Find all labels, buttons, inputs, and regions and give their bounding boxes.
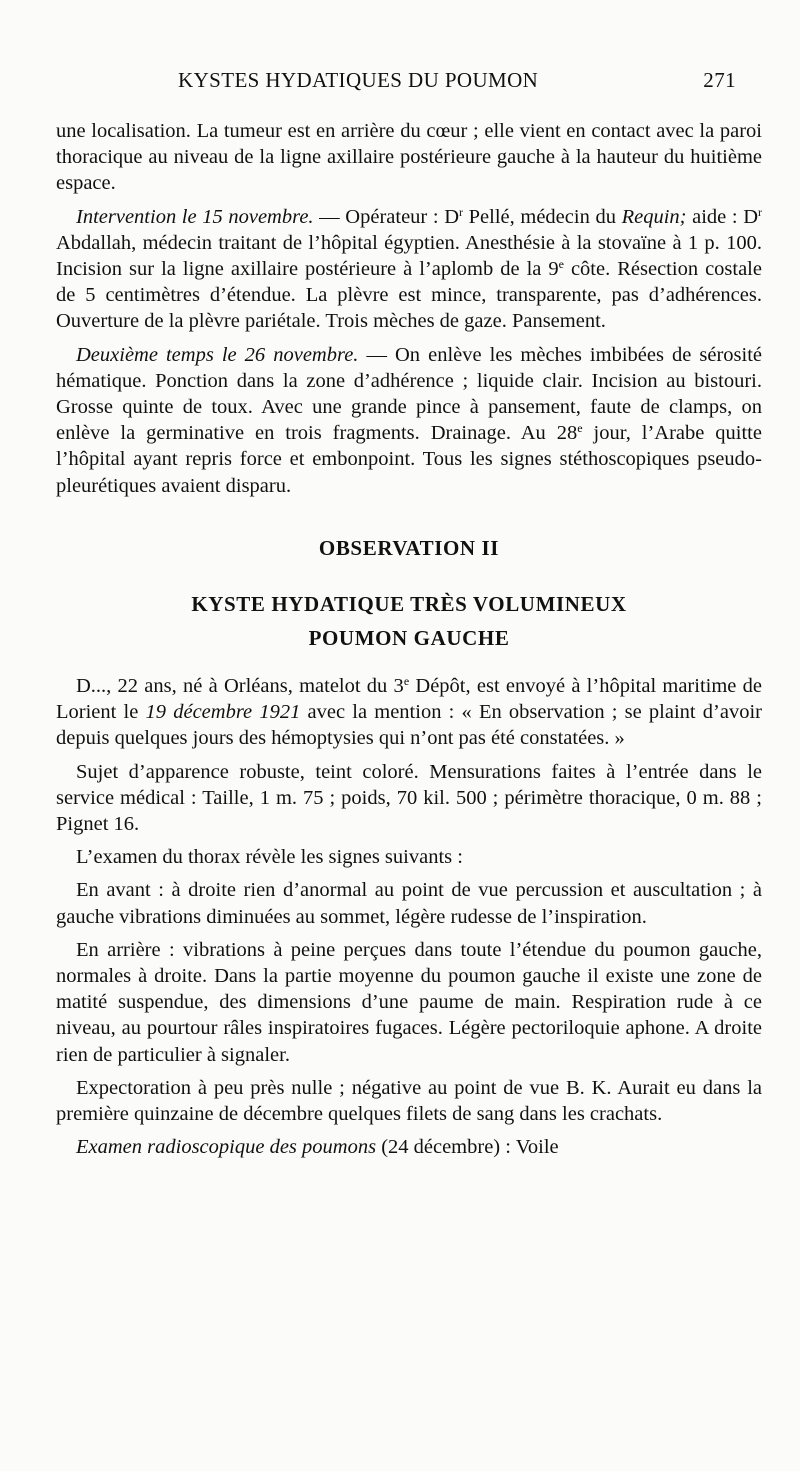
paragraph-intervention: Intervention le 15 novembre. — Opérateur : $D^r$ Pellé, médecin du Requin; aide : $D^r$ Abdallah, médecin traitant de l’hôpital égyptien. Anesthésie à la stovaïne à 1 p. 100. Incision sur la ligne axillaire postérieure à l’aplomb de la 9e côte. Résection costale de 5 centimètres d’étendue. La plèvre est mince, transparente, pas d’adhérences. Ouverture de la plèvre pariétale. Trois mèches de gaze. Pansement. [56, 204, 762, 333]
admission-date: 19 décembre 1921 [145, 701, 301, 724]
paragraph-anterior: En avant : à droite rien d’anormal au point de vue percussion et auscultation ; à gauche vibrations diminuées au sommet, légère rudesse de l’inspiration. [56, 879, 762, 928]
paragraph-second-stage: Deuxième temps le 26 novembre. — On enlève les mèches imbibées de sérosité hématique. Ponction dans la zone d’adhérence ; liquide clair. Incision au bistouri. Grosse quinte de toux. Avec une grande pince à pansement, faute de clamps, on enlève la germinative en trois fragments. Drainage. Au 28e jour, l’Arabe quitte l’hôpital ayant repris force et embonpoint. Tous les signes stéthoscopiques pseudo-pleurétiques avaient disparu. [56, 343, 762, 497]
case-title [56, 587, 762, 655]
paragraph-continued: une localisation. La tumeur est en arrière du cœur ; elle vient en contact avec la paroi thoracique au niveau de la ligne axillaire postérieure gauche à la hauteur du huitième espace. [56, 120, 762, 195]
ship-name: Requin; [621, 205, 687, 228]
running-title: KYSTES HYDATIQUES DU POUMON [178, 68, 539, 92]
intervention-date: Intervention le 15 novembre. [76, 205, 314, 228]
case-title-line-2: POUMON GAUCHE [308, 626, 510, 651]
paragraph-radioscopy: Examen radioscopique des poumons (24 décembre) : Voile [76, 1136, 559, 1159]
paragraph-measurements: Sujet d’apparence robuste, teint coloré. Mensurations faites à l’entrée dans le service médical : Taille, 1 m. 75 ; poids, 70 kil. 500 ; périmètre thoracique, 0 m. 88 ; Pignet 16. [56, 760, 762, 836]
case-title-line-1: KYSTE HYDATIQUE TRÈS VOLUMINEUX [191, 592, 627, 617]
page-body [56, 118, 762, 1168]
radioscopy-label: Examen radioscopique des poumons [76, 1136, 377, 1159]
page-number: 271 [703, 68, 736, 92]
paragraph-posterior: En arrière : vibrations à peine perçues dans toute l’étendue du poumon gauche, normales à droite. Dans la partie moyenne du poumon gauche il existe une zone de matité suspendue, des dimensions d’une paume de main. Respiration rude à ce niveau, au pourtour râles inspiratoires fugaces. Légère pectoriloquie aphone. A droite rien de particulier à signaler. [56, 938, 762, 1066]
second-stage-date: Deuxième temps le 26 novembre. [76, 343, 359, 366]
paragraph-patient: D..., 22 ans, né à Orléans, matelot du 3e Dépôt, est envoyé à l’hôpital maritime de Lorient le 19 décembre 1921 avec la mention : « En observation ; se plaint d’avoir depuis quelques jours des hémoptysies qui n’ont pas été constatées. » [56, 674, 763, 750]
running-header [172, 68, 736, 93]
observation-heading: OBSERVATION II [318, 535, 500, 560]
paragraph-expectoration: Expectoration à peu près nulle ; négative au point de vue B. K. Aurait eu dans la première quinzaine de décembre quelques filets de sang dans les crachats. [56, 1076, 762, 1126]
paragraph-thorax-intro: L’examen du thorax révèle les signes suivants : [76, 846, 463, 869]
